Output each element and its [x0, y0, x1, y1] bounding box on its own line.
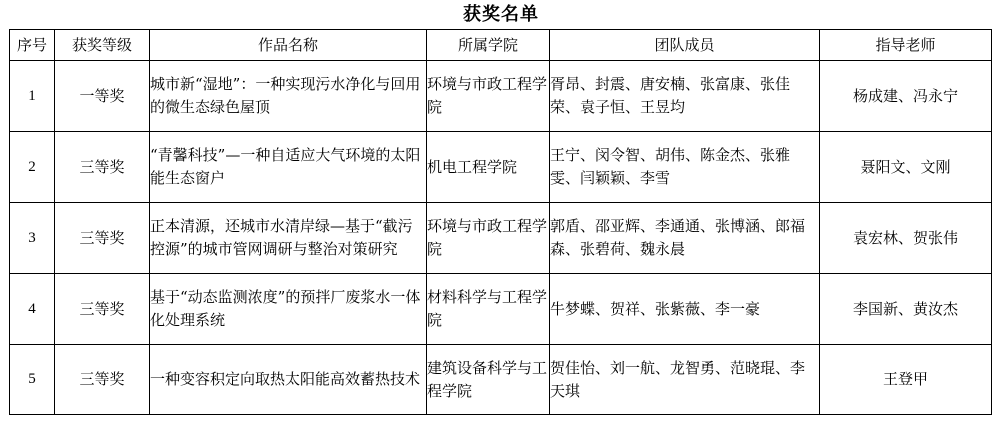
- cell-members: 郭盾、邵亚辉、李通通、张博涵、郎福森、张碧荷、魏永晨: [550, 203, 820, 274]
- award-table: [9, 29, 992, 415]
- cell-no: 2: [10, 132, 55, 203]
- cell-work: 基于“动态监测浓度”的预拌厂废浆水一体化处理系统: [150, 274, 427, 345]
- cell-members: 胥昂、封震、唐安楠、张富康、张佳荣、袁子恒、王昱均: [550, 61, 820, 132]
- table-row: [10, 345, 992, 415]
- table-row: [10, 274, 992, 345]
- table-row: [10, 203, 992, 274]
- cell-level: 三等奖: [55, 132, 150, 203]
- cell-level: 一等奖: [55, 61, 150, 132]
- cell-college: 机电工程学院: [427, 132, 550, 203]
- cell-advisors: 王登甲: [820, 345, 992, 415]
- column-header-work: 作品名称: [150, 30, 427, 61]
- column-header-no: 序号: [10, 30, 55, 61]
- cell-work: 城市新“湿地”：一种实现污水净化与回用的微生态绿色屋顶: [150, 61, 427, 132]
- cell-members: 牛梦蝶、贺祥、张紫薇、李一豪: [550, 274, 820, 345]
- cell-advisors: 袁宏林、贺张伟: [820, 203, 992, 274]
- cell-level: 三等奖: [55, 345, 150, 415]
- cell-level: 三等奖: [55, 274, 150, 345]
- cell-work: 一种变容积定向取热太阳能高效蓄热技术: [150, 345, 427, 415]
- table-header-row: [10, 30, 992, 61]
- cell-no: 1: [10, 61, 55, 132]
- column-header-members: 团队成员: [550, 30, 820, 61]
- page-title: 获奖名单: [463, 4, 539, 25]
- cell-level: 三等奖: [55, 203, 150, 274]
- cell-work: 正本清源，还城市水清岸绿—基于“截污控源”的城市管网调研与整治对策研究: [150, 203, 427, 274]
- table-row: [10, 132, 992, 203]
- cell-members: 王宁、闵令智、胡伟、陈金杰、张雅雯、闫颖颖、李雪: [550, 132, 820, 203]
- cell-work: “青馨科技”—一种自适应大气环境的太阳能生态窗户: [150, 132, 427, 203]
- table-row: [10, 61, 992, 132]
- cell-college: 环境与市政工程学院: [427, 203, 550, 274]
- cell-no: 4: [10, 274, 55, 345]
- column-header-advisors: 指导老师: [820, 30, 992, 61]
- cell-no: 5: [10, 345, 55, 415]
- cell-college: 材料科学与工程学院: [427, 274, 550, 345]
- cell-no: 3: [10, 203, 55, 274]
- cell-college: 环境与市政工程学院: [427, 61, 550, 132]
- cell-advisors: 聂阳文、文刚: [820, 132, 992, 203]
- cell-advisors: 杨成建、冯永宁: [820, 61, 992, 132]
- column-header-college: 所属学院: [427, 30, 550, 61]
- cell-members: 贺佳怡、刘一航、龙智勇、范晓琨、李天琪: [550, 345, 820, 415]
- cell-advisors: 李国新、黄汝杰: [820, 274, 992, 345]
- cell-college: 建筑设备科学与工程学院: [427, 345, 550, 415]
- column-header-level: 获奖等级: [55, 30, 150, 61]
